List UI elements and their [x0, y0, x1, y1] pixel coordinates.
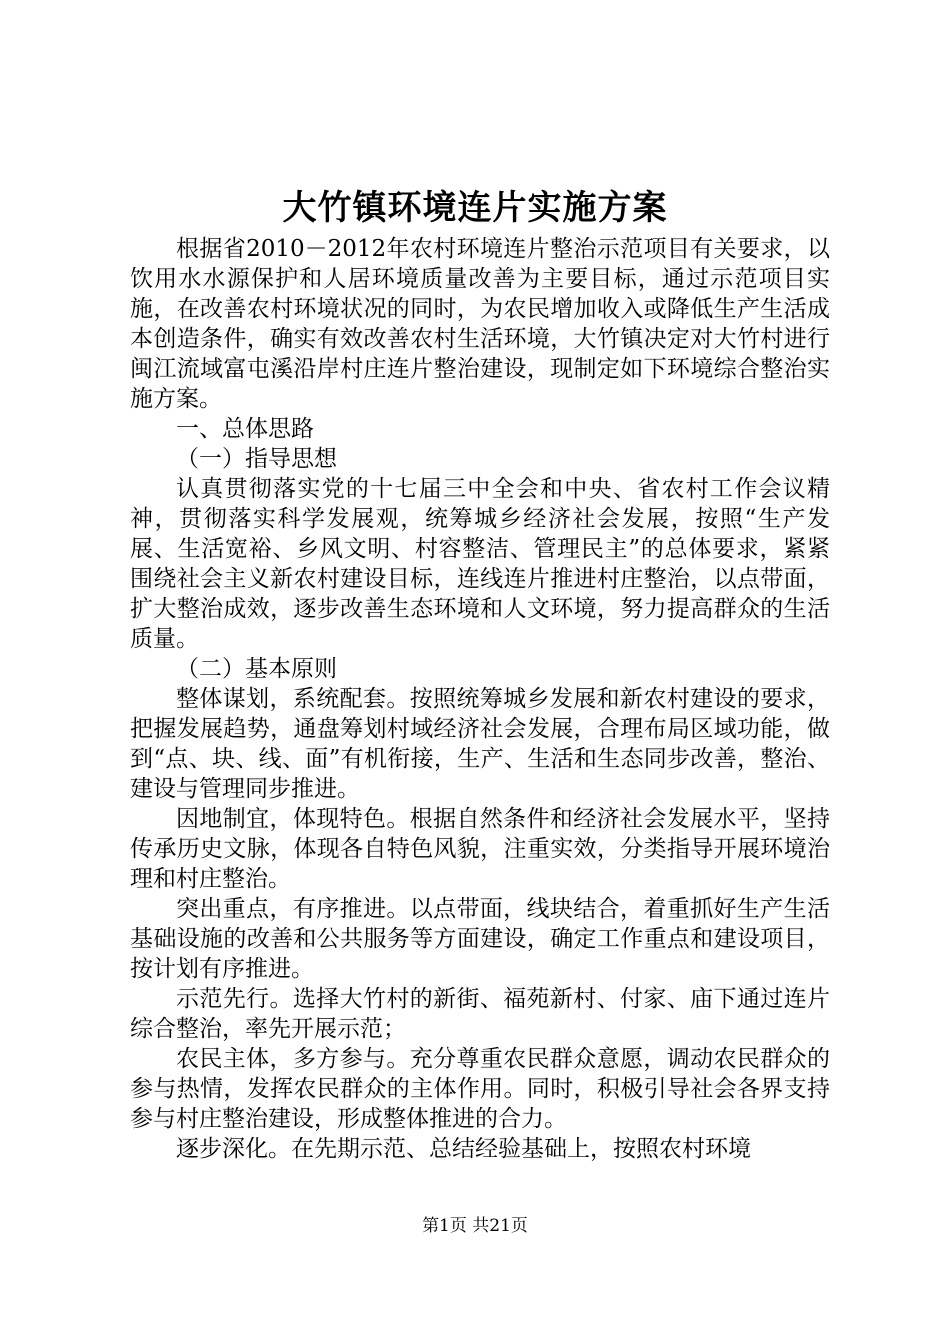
paragraph-principle-gradual-deepening: 逐步深化。在先期示范、总结经验基础上，按照农村环境 — [176, 1136, 751, 1162]
paragraph-principle-demonstration: 示范先行。选择大竹村的新街、福苑新村、付家、庙下通过连片综合整治，率先开展示范； — [130, 986, 830, 1042]
paragraph-intro: 根据省2010－2012年农村环境连片整治示范项目有关要求，以饮用水水源保护和人居环境质量改善为主要目标，通过示范项目实施，在改善农村环境状况的同时，为农民增加收入或降低生产生活成本创造条件，确实有效改善农村生活环境，大竹镇决定对大竹村进行闽江流域富屯溪沿岸村庄连片整治建设，现制定如下环境综合整治实施方案。 — [130, 236, 830, 412]
paragraph-principle-key-points: 突出重点，有序推进。以点带面，线块结合，着重抓好生产生活基础设施的改善和公共服务等方面建设，确定工作重点和建设项目，按计划有序推进。 — [130, 896, 830, 982]
document-body — [130, 234, 830, 1164]
page-number-footer: 第1页 共21页 — [422, 1216, 528, 1236]
paragraph-principle-overall-planning: 整体谋划，系统配套。按照统筹城乡发展和新农村建设的要求，把握发展趋势，通盘筹划村域经济社会发展，合理布局区域功能，做到“点、块、线、面”有机衔接，生产、生活和生态同步改善，整治、建设与管理同步推进。 — [130, 686, 830, 802]
subheading-basic-principles: （二）基本原则 — [176, 656, 337, 682]
paragraph-principle-local-conditions: 因地制宜，体现特色。根据自然条件和经济社会发展水平，坚持传承历史文脉，体现各自特色风貌，注重实效，分类指导开展环境治理和村庄整治。 — [130, 806, 830, 892]
subheading-guiding-thought: （一）指导思想 — [176, 446, 337, 472]
paragraph-guiding-thought: 认真贯彻落实党的十七届三中全会和中央、省农村工作会议精神，贯彻落实科学发展观，统筹城乡经济社会发展，按照“生产发展、生活宽裕、乡风文明、村容整洁、管理民主”的总体要求，紧紧围绕社会主义新农村建设目标，连线连片推进村庄整治，以点带面，扩大整治成效，逐步改善生态环境和人文环境，努力提高群众的生活质量。 — [130, 476, 830, 652]
paragraph-principle-farmers-main-body: 农民主体，多方参与。充分尊重农民群众意愿，调动农民群众的参与热情，发挥农民群众的主体作用。同时，积极引导社会各界支持参与村庄整治建设，形成整体推进的合力。 — [130, 1046, 830, 1132]
document-title: 大竹镇环境连片实施方案 — [282, 188, 668, 228]
section-heading-overall-approach: 一、总体思路 — [176, 416, 314, 442]
